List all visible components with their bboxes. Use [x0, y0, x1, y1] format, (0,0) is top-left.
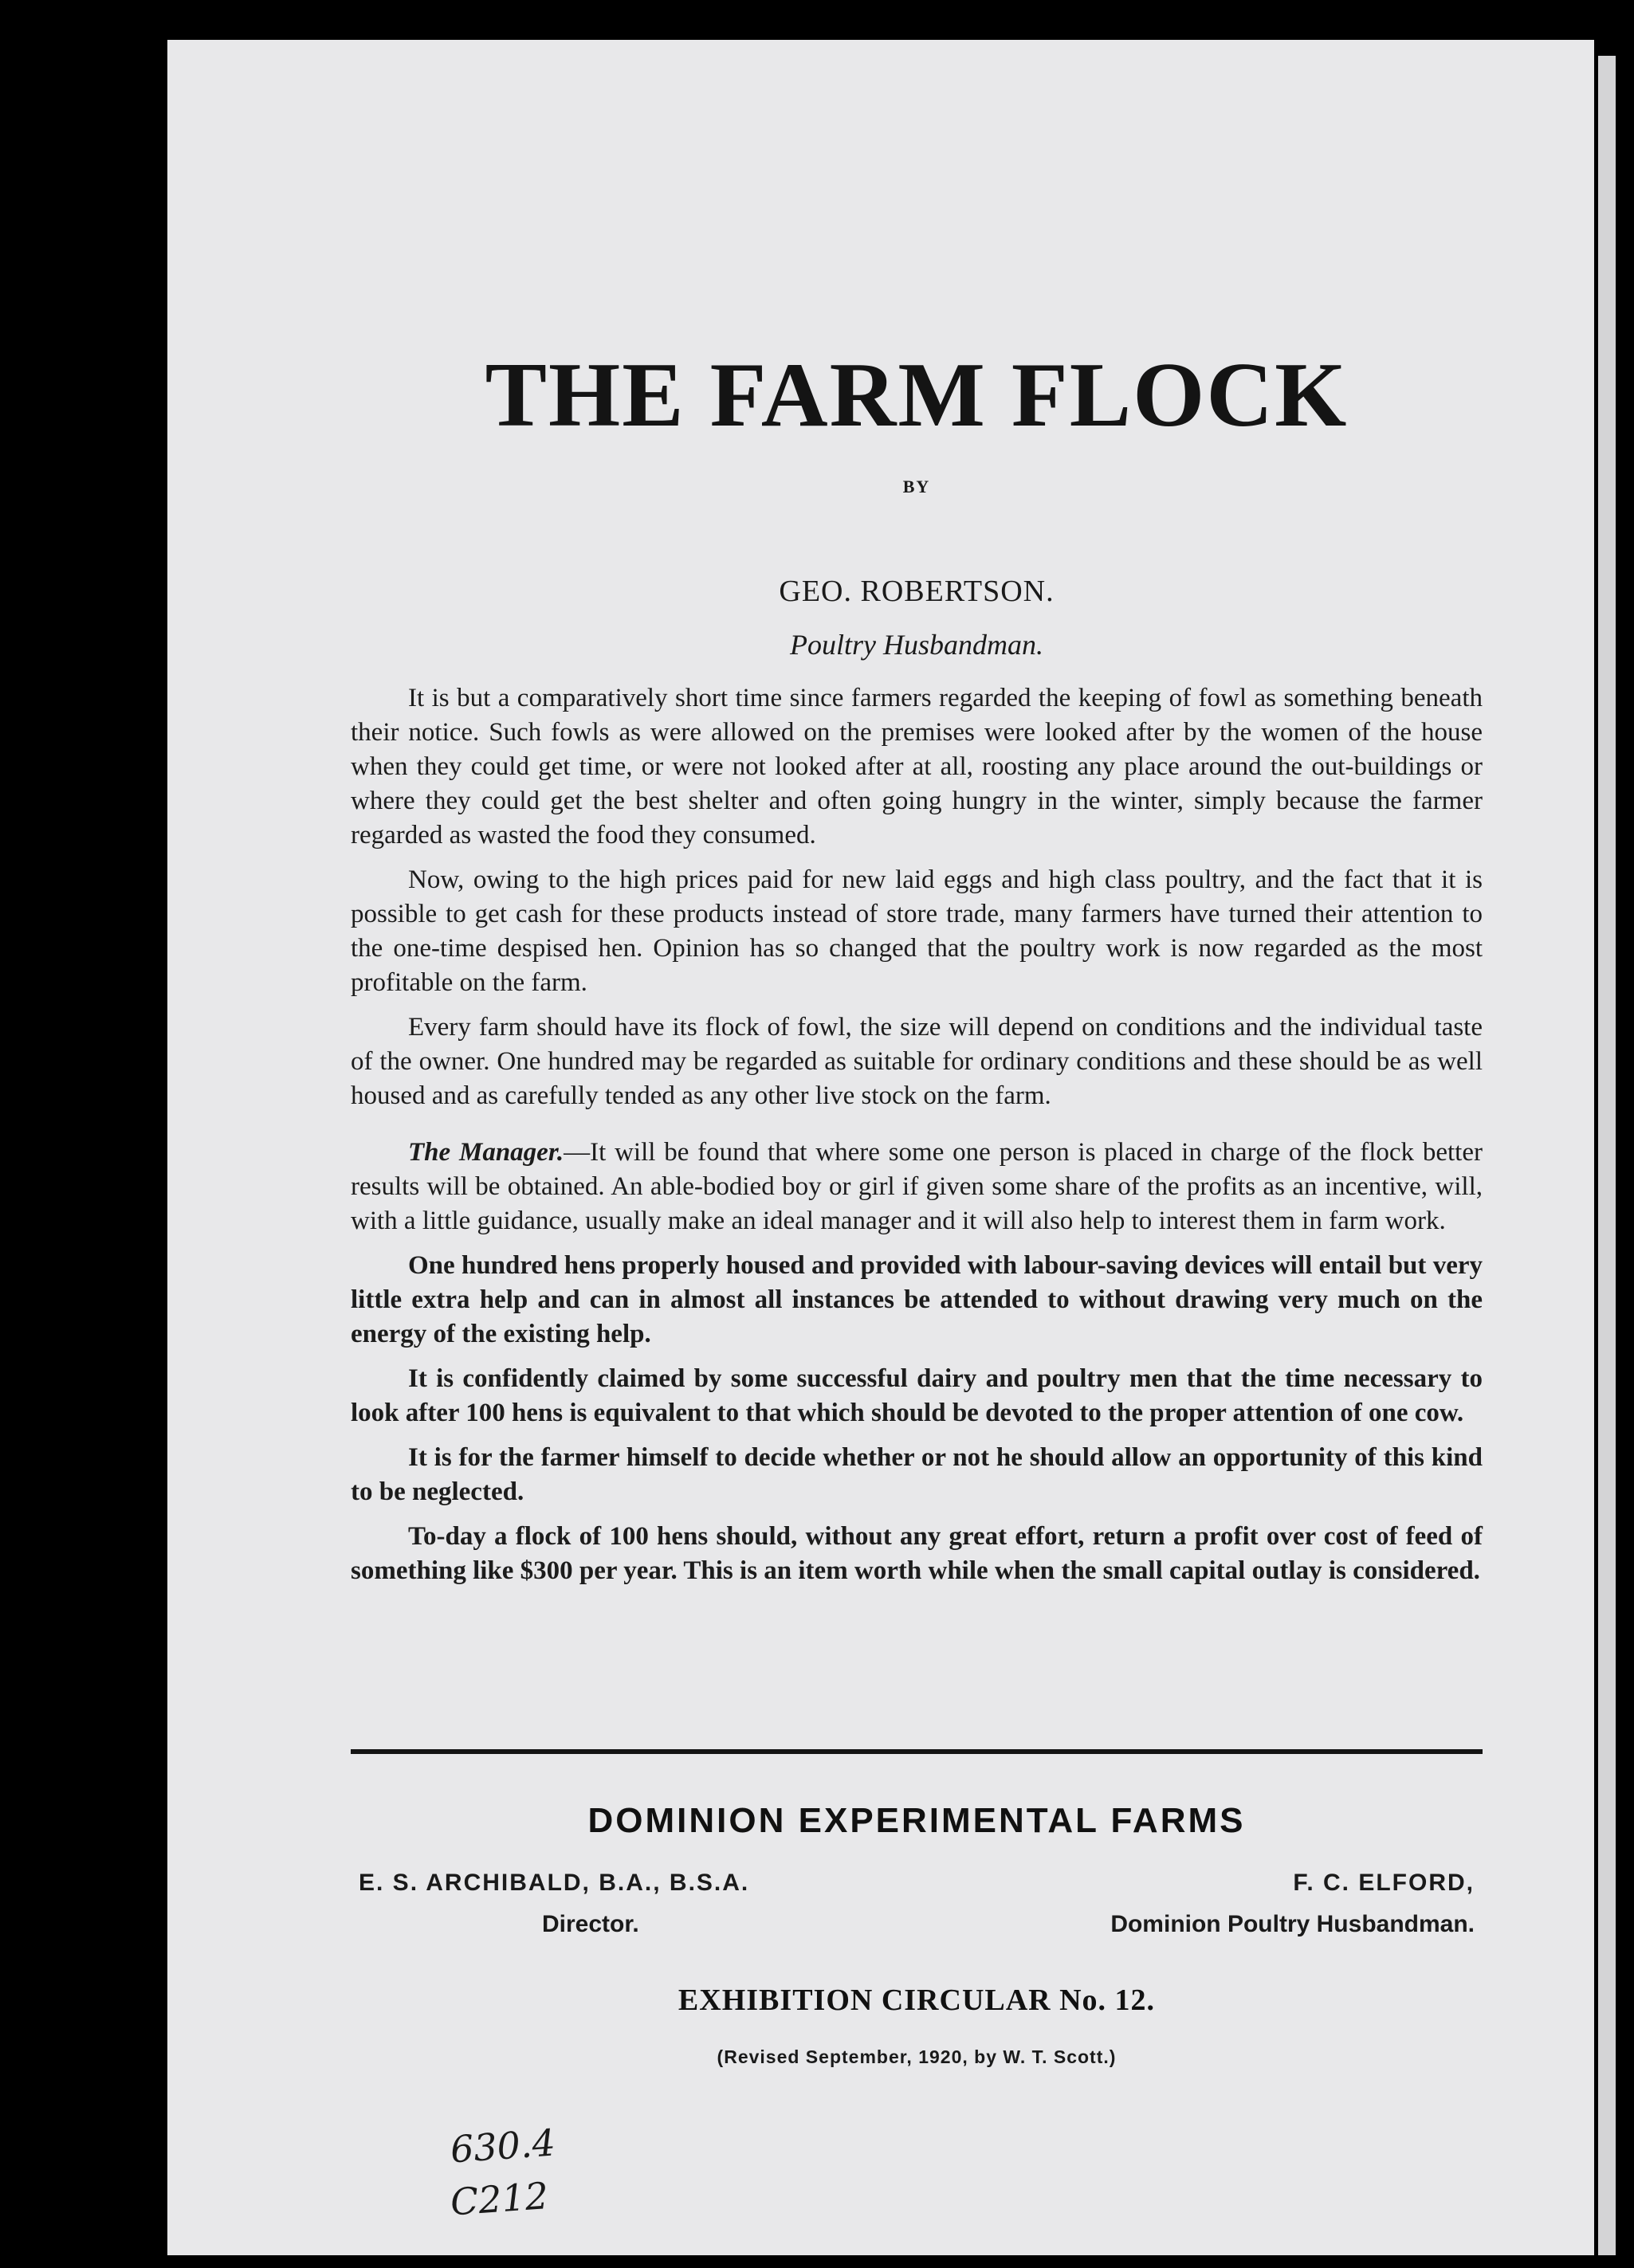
manager-text: —It will be found that where some one person is placed in charge of the flock better results will be obtained. An able-bodied boy or girl if given some share of the profits as an incentive, will, with a little guidance, usually make an ideal manager and it will also help to interest them in farm work.: [351, 1138, 1483, 1235]
organization-name: DOMINION EXPERIMENTAL FARMS: [587, 1801, 1246, 1840]
author-role: Poultry Husbandman.: [790, 629, 1043, 661]
paragraph-1: It is but a comparatively short time since farmers regarded the keeping of fowl as something beneath their notice. Such fowls as were allowed on the premises were looked after by the women of the house when they could get time, or were not looked after at all, roosting any place around the out-buildings or where they could get the best shelter and often going hungry in the winter, simply because the farmer regarded as wasted the food they consumed.: [351, 684, 1483, 850]
staff-husbandman: [1110, 1870, 1475, 1938]
byline-label: BY: [902, 477, 931, 496]
director-name: E. S. ARCHIBALD, B.A., B.S.A.: [359, 1870, 750, 1896]
divider-rule: [351, 1749, 1483, 1754]
document-page: [167, 40, 1594, 2255]
page-edge: [1598, 56, 1616, 2255]
paragraph-8: To-day a flock of 100 hens should, without any great effort, return a profit over cost of feed of something like $300 per year. This is an item worth while when the small capital outlay is considered.: [351, 1522, 1483, 1585]
husbandman-name: F. C. ELFORD,: [1293, 1870, 1475, 1896]
director-role: Director.: [542, 1911, 639, 1937]
paragraph-5: One hundred hens properly housed and provided with labour-saving devices will entail but very little extra help and can in almost all instances be attended to without drawing very much on the energy of the existing help.: [351, 1251, 1483, 1348]
paragraph-3: Every farm should have its flock of fowl, the size will depend on conditions and the individual taste of the owner. One hundred may be regarded as suitable for ordinary conditions and these should be as well housed and as carefully tended as any other live stock on the farm.: [351, 1013, 1483, 1110]
husbandman-role: Dominion Poultry Husbandman.: [1110, 1911, 1475, 1937]
circular-number: EXHIBITION CIRCULAR No. 12.: [678, 1984, 1156, 2017]
author-name: GEO. ROBERTSON.: [779, 575, 1055, 608]
staff-block: [359, 1870, 1475, 1965]
paragraph-6: It is confidently claimed by some successful dairy and poultry men that the time necessary to look after 100 hens is equivalent to that which should be devoted to the proper attention of one cow.: [351, 1364, 1483, 1427]
paragraph-manager: [351, 1136, 1483, 1238]
catalog-line-2: C212: [449, 2174, 550, 2224]
article-body: [351, 681, 1483, 1599]
revision-note: (Revised September, 1920, by W. T. Scott.): [717, 2046, 1117, 2067]
catalog-line-1: 630.4: [449, 2121, 557, 2172]
staff-director: [359, 1870, 749, 1938]
page-title: THE FARM FLOCK: [485, 344, 1349, 446]
paragraph-2: Now, owing to the high prices paid for new laid eggs and high class poultry, and the fact that it is possible to get cash for these products instead of store trade, many farmers have turned their attention to the one-time despised hen. Opinion has so changed that the poultry work is now regarded as the most profitable on the farm.: [351, 865, 1483, 997]
paragraph-7: It is for the farmer himself to decide whether or not he should allow an opportunity of this kind to be neglected.: [351, 1443, 1483, 1506]
manager-heading: The Manager.: [408, 1138, 564, 1167]
handwritten-catalog-note: [450, 2120, 556, 2225]
